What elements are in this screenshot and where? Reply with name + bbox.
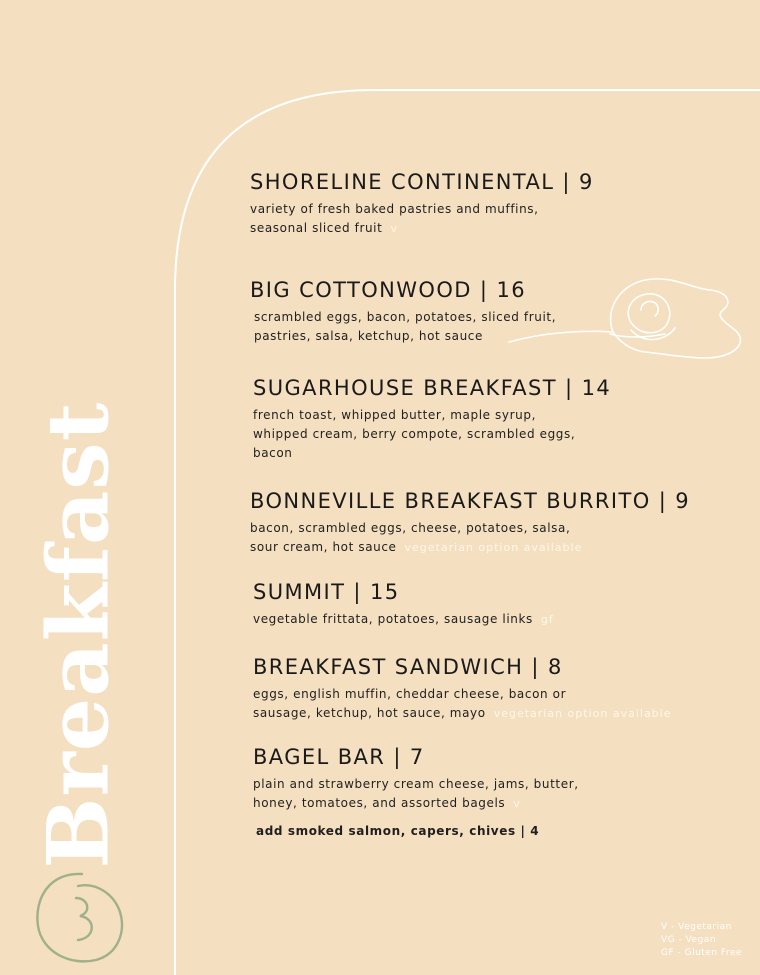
menu-item-description: plain and strawberry cream cheese, jams, butter, honey, tomatoes, and assorted bagels v [253,777,579,810]
menu-item-description: variety of fresh baked pastries and muffins, seasonal sliced fruit v [250,202,539,235]
menu-item-title: BONNEVILLE BREAKFAST BURRITO | 9 [250,489,691,513]
legend-item: GF - Gluten Free [661,948,743,958]
dietary-tag: v [390,222,398,235]
legend-item: VG - Vegan [661,935,717,945]
menu-item-title: BREAKFAST SANDWICH | 8 [253,655,563,679]
menu-item-shoreline-continental [250,170,750,238]
menu-item-title: SUMMIT | 15 [253,580,400,604]
menu-item-sugarhouse-breakfast [253,376,753,463]
menu-item-description: vegetable frittata, potatoes, sausage links gf [253,612,554,626]
dietary-tag: gf [540,613,554,626]
menu-item-description: eggs, english muffin, cheddar cheese, bacon or sausage, ketchup, hot sauce, mayo vegetarian option available [253,687,672,720]
menu-item-description: bacon, scrambled eggs, cheese, potatoes, salsa, sour cream, hot sauce vegetarian option available [250,521,583,554]
menu-item-breakfast-sandwich [253,655,753,723]
menu-item-bonneville-burrito [250,489,750,557]
menu-item-description: french toast, whipped butter, maple syrup, whipped cream, berry compote, scrambled eggs, bacon [253,408,576,460]
menu-item-description: scrambled eggs, bacon, potatoes, sliced fruit, pastries, salsa, ketchup, hot sauce [254,310,557,343]
menu-item-title: BIG COTTONWOOD | 16 [250,278,527,302]
menu-item-summit [253,580,753,629]
dietary-tag: vegetarian option available [404,541,583,554]
menu-item-big-cottonwood [250,278,750,346]
brand-logo-icon [30,868,130,968]
menu-item-title: SUGARHOUSE BREAKFAST | 14 [253,376,612,400]
menu-item-title: SHORELINE CONTINENTAL | 9 [250,170,594,194]
menu-item-bagel-bar [253,745,753,813]
dietary-tag: v [513,797,521,810]
addon-line: add smoked salmon, capers, chives | 4 [256,824,540,838]
dietary-tag: vegetarian option available [493,707,672,720]
legend-item: V - Vegetarian [661,922,732,932]
menu-item-title: BAGEL BAR | 7 [253,745,425,769]
dietary-legend [661,921,742,960]
side-title: Breakfast [28,401,128,869]
